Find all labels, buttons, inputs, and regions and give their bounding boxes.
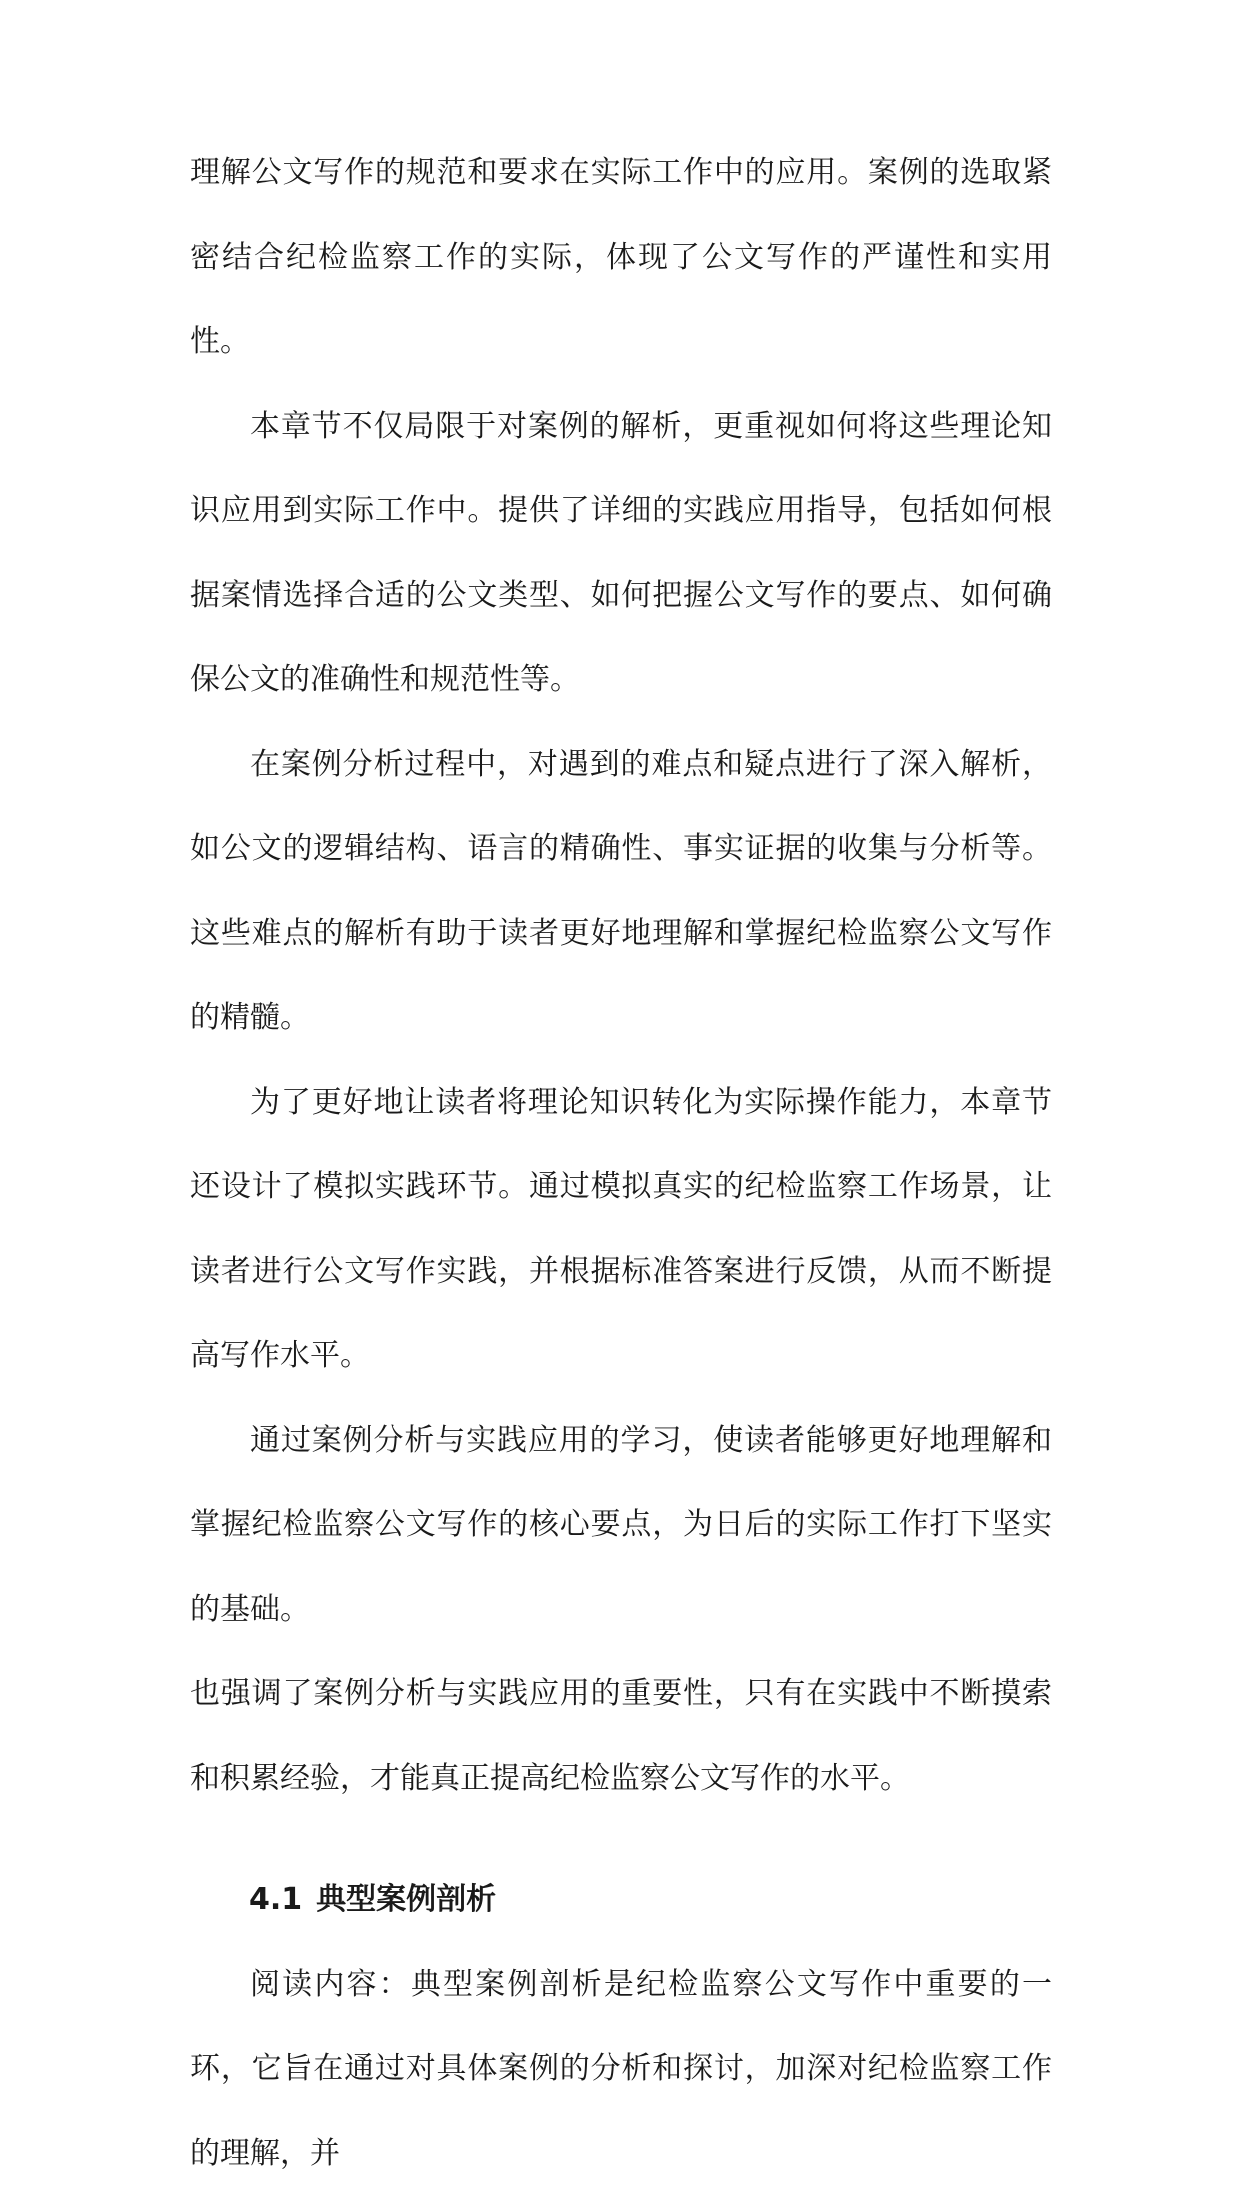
paragraph-difficulty-analysis: 在案例分析过程中，对遇到的难点和疑点进行了深入解析，如公文的逻辑结构、语言的精确性、事实证据的收集与分析等。这些难点的解析有助于读者更好地理解和掌握纪检监察公文写作的精髓。	[190, 723, 1052, 1061]
section-heading	[190, 1858, 1052, 1943]
paragraph-case-selection: 理解公文写作的规范和要求在实际工作中的应用。案例的选取紧密结合纪检监察工作的实际，体现了公文写作的严谨性和实用性。	[190, 131, 1052, 385]
paragraph-importance: 也强调了案例分析与实践应用的重要性，只有在实践中不断摸索和积累经验，才能真正提高纪检监察公文写作的水平。	[190, 1652, 1052, 1821]
paragraph-learning-outcome: 通过案例分析与实践应用的学习，使读者能够更好地理解和掌握纪检监察公文写作的核心要点，为日后的实际工作打下坚实的基础。	[190, 1399, 1052, 1653]
document-page	[190, 131, 1052, 2196]
paragraph-reading-content: 阅读内容：典型案例剖析是纪检监察公文写作中重要的一环，它旨在通过对具体案例的分析和探讨，加深对纪检监察工作的理解，并	[190, 1943, 1052, 2196]
paragraph-practical-guidance: 本章节不仅局限于对案例的解析，更重视如何将这些理论知识应用到实际工作中。提供了详细的实践应用指导，包括如何根据案情选择合适的公文类型、如何把握公文写作的要点、如何确保公文的准确性和规范性等。	[190, 385, 1052, 723]
section-number: 4.1	[249, 1882, 302, 1917]
paragraph-simulated-practice: 为了更好地让读者将理论知识转化为实际操作能力，本章节还设计了模拟实践环节。通过模拟真实的纪检监察工作场景，让读者进行公文写作实践，并根据标准答案进行反馈，从而不断提高写作水平。	[190, 1061, 1052, 1399]
section-title: 典型案例剖析	[316, 1882, 496, 1917]
